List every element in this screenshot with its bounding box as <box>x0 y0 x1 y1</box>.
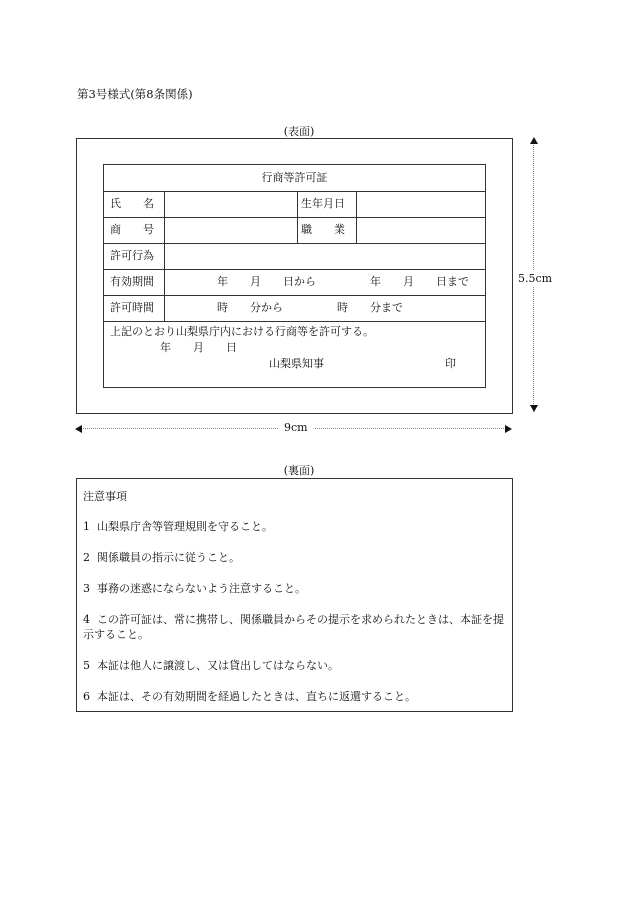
note-item <box>83 581 508 596</box>
form-title: 第3号様式(第8条関係) <box>77 87 193 101</box>
arrow-down-icon <box>530 405 538 412</box>
note-text: 関係職員の指示に従うこと。 <box>97 551 240 564</box>
note-number: 3 <box>83 582 90 595</box>
permitted-activity-label: 許可行為 <box>110 249 154 262</box>
validity-label: 有効期間 <box>110 275 154 288</box>
row-divider <box>104 269 485 270</box>
note-number: 2 <box>83 551 90 564</box>
note-text: 本証は他人に譲渡し、又は貸出してはならない。 <box>97 659 339 672</box>
note-text: 山梨県庁舎等管理規則を守ること。 <box>97 520 273 533</box>
back-card <box>76 478 513 712</box>
back-face-label: (裏面) <box>283 464 315 477</box>
hours-label: 許可時間 <box>110 301 154 314</box>
row-divider <box>104 321 485 322</box>
note-item <box>83 519 508 534</box>
row-divider <box>104 217 485 218</box>
note-number: 6 <box>83 690 90 703</box>
hours-to: 時 分まで <box>337 301 403 314</box>
card-title: 行商等許可証 <box>261 171 328 184</box>
note-number: 5 <box>83 659 90 672</box>
issuer-name: 山梨県知事 <box>269 357 324 370</box>
row-divider <box>104 243 485 244</box>
front-face-label: (表面) <box>283 125 315 138</box>
issue-date-line: 年 月 日 <box>160 341 237 354</box>
arrow-left-icon <box>75 425 82 433</box>
note-item <box>83 689 508 704</box>
note-item <box>83 658 508 673</box>
trade-name-label: 商 号 <box>110 223 154 236</box>
width-dimension-label: 9cm <box>278 421 314 434</box>
column-divider <box>297 191 298 243</box>
note-text: 本証は、その有効期間を経過したときは、直ちに返還すること。 <box>97 690 416 703</box>
row-divider <box>104 191 485 192</box>
note-text: この許可証は、常に携帯し、関係職員からその提示を求められたときは、本証を提示すること。 <box>83 613 504 641</box>
arrow-up-icon <box>530 137 538 144</box>
name-label: 氏 名 <box>110 197 154 210</box>
arrow-right-icon <box>505 425 512 433</box>
column-divider <box>356 191 357 243</box>
birth-date-label: 生年月日 <box>301 197 345 210</box>
note-text: 事務の迷惑にならないよう注意すること。 <box>97 582 306 595</box>
note-number: 1 <box>83 520 90 533</box>
note-number: 4 <box>83 613 90 626</box>
note-item <box>83 550 508 565</box>
permit-card <box>103 164 486 388</box>
validity-from: 年 月 日から <box>217 275 316 288</box>
occupation-label: 職 業 <box>301 223 345 236</box>
height-dimension-label: 5.5cm <box>518 272 553 285</box>
hours-from: 時 分から <box>217 301 283 314</box>
validity-to: 年 月 日まで <box>370 275 469 288</box>
label-column-divider <box>164 191 165 321</box>
notes-heading: 注意事項 <box>83 490 127 503</box>
seal-mark: 印 <box>445 357 456 370</box>
row-divider <box>104 295 485 296</box>
note-item <box>83 612 508 642</box>
permit-statement: 上記のとおり山梨県庁内における行商等を許可する。 <box>110 325 374 338</box>
